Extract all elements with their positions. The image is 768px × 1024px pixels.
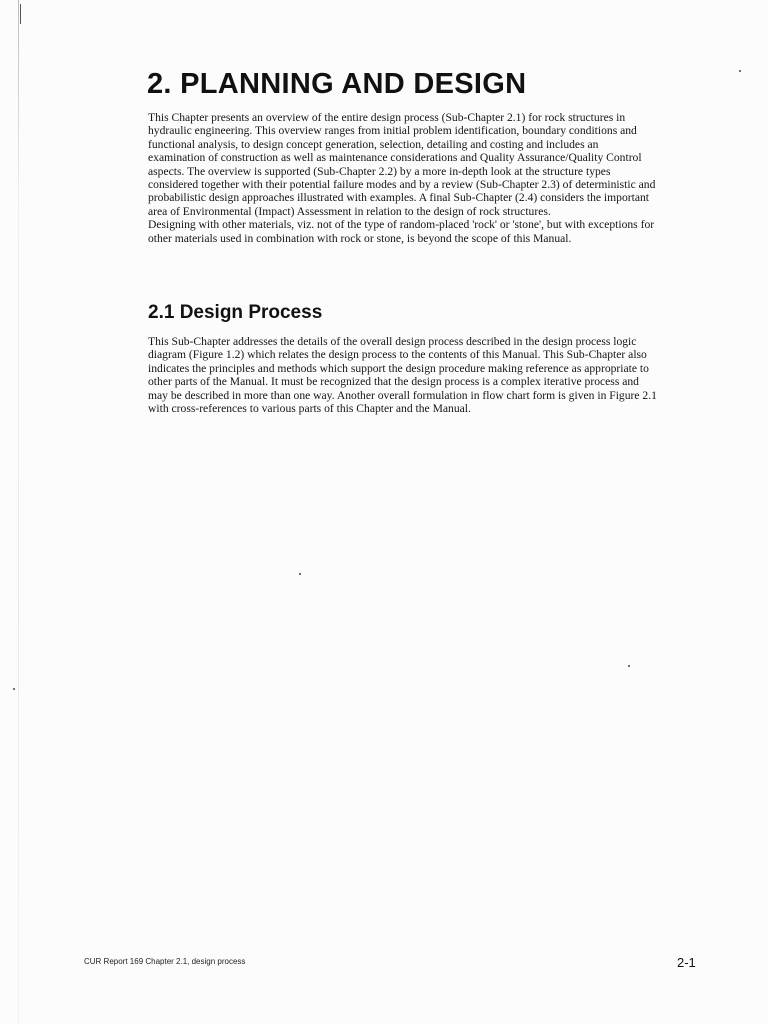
chapter-intro: [148, 111, 658, 245]
section-paragraph: This Sub-Chapter addresses the details of the overall design process described in the design process logic diagram (Figure 1.2) which relates the design process to the contents of this Manual. This Sub-Chapter also indicates the principles and methods which support the design procedure making reference as appropriate to other parts of the Manual. It must be recognized that the design process is a complex iterative process and may be described in more than one way. Another overall formulation in flow chart form is given in Figure 2.1 with cross-references to various parts of this Chapter and the Manual.: [148, 335, 657, 416]
chapter-title: 2. PLANNING AND DESIGN: [147, 68, 527, 100]
scan-edge-line: [18, 0, 19, 1024]
intro-paragraph: Designing with other materials, viz. not of the type of random-placed 'rock' or 'stone', but with exceptions for other materials used in combination with rock or stone, is beyond the scope of this Manual.: [148, 218, 655, 245]
intro-paragraph: This Chapter presents an overview of the entire design process (Sub-Chapter 2.1) for rock structures in hydraulic engineering. This overview ranges from initial problem identification, boundary conditions and functional analysis, to design concept generation, selection, detailing and costing and includes an examination of construction as well as maintenance considerations and Quality Assurance/Quality Control aspects. The overview is supported (Sub-Chapter 2.2) by a more in-depth look at the structure types considered together with their potential failure modes and by a review (Sub-Chapter 2.3) of deterministic and probabilistic design approaches illustrated with examples. A final Sub-Chapter (2.4) considers the important area of Environmental (Impact) Assessment in relation to the design of rock structures.: [148, 111, 656, 218]
section-heading: 2.1 Design Process: [148, 302, 323, 323]
scan-speck: [739, 70, 741, 72]
page-number: 2-1: [677, 955, 696, 970]
scan-edge-mark: [20, 4, 21, 24]
scan-speck: [628, 665, 630, 667]
scan-speck: [299, 573, 301, 575]
scan-speck: [13, 688, 15, 690]
footer-report-label: CUR Report 169 Chapter 2.1, design process: [84, 957, 246, 966]
section-body: [148, 335, 658, 415]
